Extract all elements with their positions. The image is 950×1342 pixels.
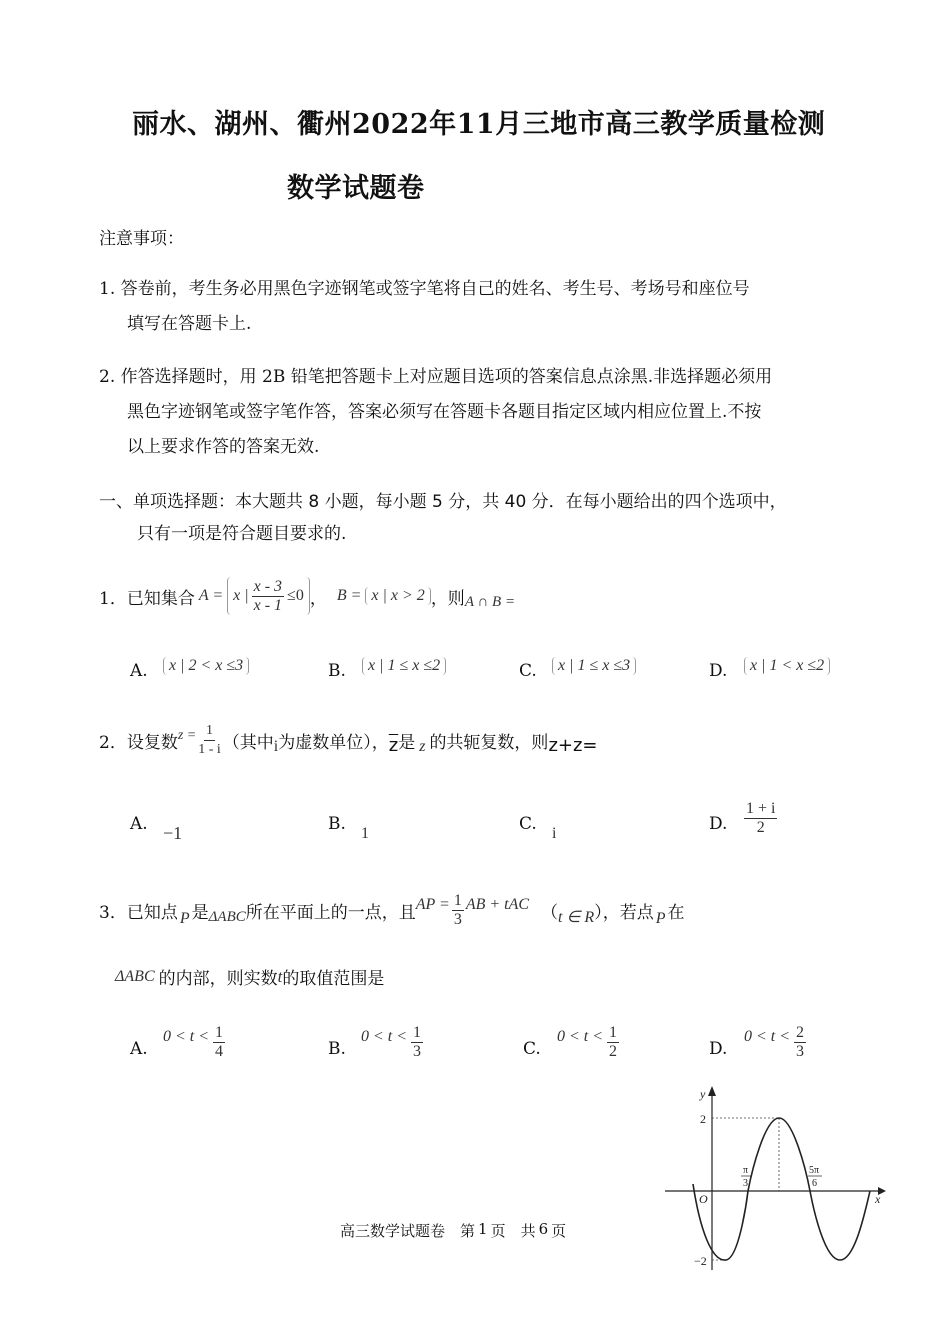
question-2 [99, 720, 598, 760]
q2-option-c-label: C. [519, 814, 537, 834]
q3-option-a-numerator: 1 [215, 1024, 224, 1041]
q1-option-d: x | 1 < x ≤2 [744, 657, 830, 675]
q2-mid-1: （其中 [222, 732, 274, 753]
q2-option-b: 1 [361, 825, 369, 842]
notice-item-1-line-2: 填写在答题卡上. [127, 314, 252, 334]
q2-option-a: −1 [163, 823, 183, 843]
q3-option-c-pre: 0 < t < [557, 1027, 604, 1045]
q2-fraction [198, 722, 221, 759]
notice-item-1-line-1: 1. 答卷前，考生务必用黑色字迹钢笔或签字笔将自己的姓名、考生号、考场号和座位号 [99, 279, 750, 299]
q2-option-d-denominator: 2 [756, 819, 765, 836]
notice-heading: 注意事项： [99, 229, 184, 249]
tick-5pi-6-num: 5π [809, 1165, 820, 1176]
graph-x-label: x [875, 1192, 881, 1206]
q2-mid-3: 是 [398, 732, 416, 753]
q2-i: i [273, 738, 279, 755]
q3-option-a-denominator: 4 [215, 1043, 224, 1060]
q3-option-c-label: C. [523, 1039, 541, 1059]
q1-option-d-label: D. [709, 661, 728, 681]
q1-set-a [227, 577, 310, 615]
q1-option-c: x | 1 ≤ x ≤3 [552, 657, 636, 675]
footer-text-2: 页 共 [490, 1222, 536, 1240]
q3-prefix: 3．已知点 [99, 902, 178, 923]
q3-line2-triangle: ΔABC [115, 967, 155, 985]
y-axis-arrow [708, 1086, 716, 1096]
q1-option-b: x | 1 ≤ x ≤2 [362, 657, 446, 675]
page-footer [340, 1220, 566, 1241]
section-1-subheading: 只有一项是符合题目要求的. [137, 524, 347, 544]
q1-comma: ， [309, 588, 327, 609]
q1-question: A ∩ B = [464, 593, 516, 610]
question-3 [99, 888, 684, 932]
q3-triangle: ΔABC [208, 908, 246, 925]
question-1 [99, 576, 515, 616]
q2-mid-4: 的共轭复数，则 [429, 732, 549, 753]
q2-option-d [744, 800, 777, 837]
q3-p-2: P [655, 910, 666, 927]
q3-option-c-denominator: 2 [609, 1043, 618, 1060]
question-3-line-2 [115, 964, 384, 989]
q1-set-a-fraction [252, 578, 284, 615]
q3-option-c-fraction [607, 1024, 619, 1061]
q2-z-bar: $\overline{z}$ [388, 734, 399, 756]
q3-option-d-denominator: 3 [796, 1043, 805, 1060]
q3-vector-ap: AP = [415, 896, 450, 913]
q3-paren-open: （ [541, 902, 559, 923]
q3-fraction [452, 892, 464, 929]
q2-option-d-numerator: 1 + i [746, 800, 776, 817]
graph-y-max: 2 [700, 1112, 706, 1126]
section-1-heading: 一、单项选择题：本大题共 8 小题，每小题 5 分，共 40 分．在每小题给出的四个选项中， [99, 492, 787, 512]
q1-option-c-label: C. [519, 661, 537, 681]
graph-origin: O [699, 1192, 708, 1206]
q3-option-d [744, 1024, 806, 1061]
footer-text-1: 高三数学试题卷 第 [340, 1222, 476, 1240]
graph-y-min: −2 [694, 1254, 707, 1268]
q1-set-a-numerator: x - 3 [253, 577, 283, 595]
footer-text-3: 页 [551, 1222, 567, 1240]
q2-question: z+z= [548, 734, 598, 756]
tick-pi-3-den: 3 [743, 1178, 748, 1189]
q2-z: z [419, 738, 426, 755]
q3-option-b-pre: 0 < t < [361, 1027, 408, 1045]
q3-mid-1: 是 [191, 902, 209, 923]
q1-option-b-label: B. [328, 661, 346, 681]
q3-line2-text-2: 的取值范围是 [282, 969, 385, 989]
q3-option-a-label: A. [130, 1039, 148, 1059]
q3-option-a-fraction [213, 1024, 225, 1061]
q1-set-b-lhs: B = [336, 587, 362, 604]
q3-numerator: 1 [453, 891, 462, 909]
q2-z-lhs: z = [177, 728, 197, 743]
q1-option-a: x | 2 < x ≤3 [163, 657, 249, 675]
paper-subtitle: 数学试题卷 [287, 173, 425, 204]
graph-y-label: y [700, 1087, 706, 1101]
q3-option-b [361, 1024, 423, 1061]
q1-set-a-denominator: x - 1 [253, 596, 283, 614]
q3-option-d-numerator: 2 [796, 1024, 805, 1041]
q2-denominator: 1 - i [198, 741, 221, 757]
q1-option-a-label: A. [130, 661, 148, 681]
q3-p: P [179, 910, 190, 927]
notice-item-2-line-1: 2. 作答选择题时，用 2B 铅笔把答题卡上对应题目选项的答案信息点涂黑.非选择题必须用 [99, 367, 773, 387]
q2-option-c: i [552, 825, 557, 842]
q2-option-d-label: D. [709, 814, 728, 834]
q3-option-b-numerator: 1 [413, 1024, 422, 1041]
q1-then: ，则 [430, 588, 465, 609]
q3-option-c-numerator: 1 [609, 1024, 618, 1041]
exam-title: 丽水、湖州、衢州2022年11月三地市高三教学质量检测 [132, 109, 826, 140]
q3-denominator: 3 [453, 910, 462, 928]
q3-t-in-r: t ∈ R [558, 909, 595, 926]
notice-item-2-line-2: 黑色字迹钢笔或签字笔作答，答案必须写在答题卡各题目指定区域内相应位置上.不按 [127, 402, 762, 422]
q3-line2-text-1: 的内部，则实数 [158, 969, 278, 989]
q3-option-b-denominator: 3 [413, 1043, 422, 1060]
q3-mid-2: 所在平面上的一点，且 [245, 902, 416, 923]
footer-page: 1 [478, 1220, 488, 1238]
q3-option-b-fraction [411, 1024, 423, 1061]
q3-option-a-pre: 0 < t < [163, 1027, 210, 1045]
q3-option-c [557, 1024, 619, 1061]
q1-set-b-body: x | x > 2 [365, 587, 430, 605]
q1-set-a-lhs: A = [198, 587, 224, 604]
sine-curve [693, 1118, 870, 1260]
sine-graph [660, 1080, 895, 1275]
q2-prefix: 2．设复数 [99, 732, 178, 753]
q3-option-d-pre: 0 < t < [744, 1027, 791, 1045]
q3-option-d-fraction [794, 1024, 806, 1061]
footer-total: 6 [538, 1220, 549, 1238]
q3-mid-3: 在 [667, 902, 685, 923]
q3-option-d-label: D. [709, 1039, 728, 1059]
tick-5pi-6-den: 6 [812, 1178, 817, 1189]
tick-pi-3-num: π [743, 1165, 749, 1176]
q3-option-b-label: B. [328, 1039, 346, 1059]
q3-vector-sum: AB + tAC [465, 896, 530, 913]
q1-set-a-tail: ≤0 [287, 587, 304, 604]
q1-prefix: 1．已知集合 [99, 588, 195, 609]
q2-numerator: 1 [204, 722, 215, 741]
q3-paren-close: ），若点 [594, 902, 654, 923]
q3-t: t [277, 966, 283, 986]
q2-option-a-label: A. [130, 814, 148, 834]
q2-mid-2: 为虚数单位）， [278, 732, 389, 753]
notice-item-2-line-3: 以上要求作答的答案无效. [127, 437, 320, 457]
q1-set-a-x: x | [233, 587, 249, 604]
q3-option-a [163, 1024, 225, 1061]
q2-option-b-label: B. [328, 814, 346, 834]
